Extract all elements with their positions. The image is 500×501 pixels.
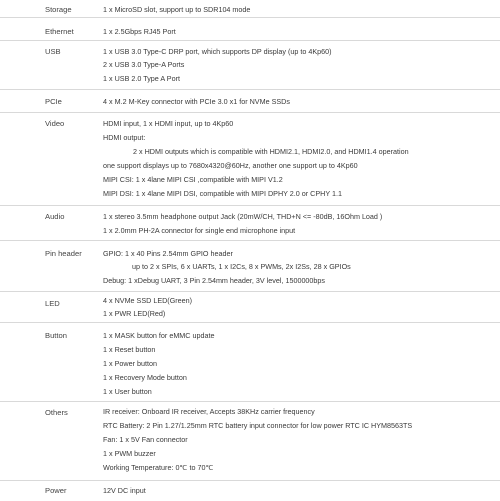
spec-row-storage <box>0 0 500 17</box>
spec-line: 2 x HDMI outputs which is compatible with HDMI2.1, HDMI2.0, and HDMI1.4 operation <box>133 147 409 156</box>
spec-line: 1 x MASK button for eMMC update <box>103 331 215 340</box>
spec-label: Video <box>45 119 65 128</box>
spec-row-led <box>0 291 500 322</box>
spec-line: 1 x 2.0mm PH-2A connector for single end microphone input <box>103 226 296 235</box>
spec-line: 1 x MicroSD slot, support up to SDR104 mode <box>103 5 251 14</box>
spec-label: Button <box>45 331 67 340</box>
spec-line: MIPI CSI: 1 x 4lane MIPI CSI ,compatible with MIPI V1.2 <box>103 175 283 184</box>
spec-line: 1 x User button <box>103 387 152 396</box>
spec-line: IR receiver: Onboard IR receiver, Accepts 38KHz carrier frequency <box>103 407 315 416</box>
spec-label: Storage <box>45 5 72 14</box>
spec-line: 1 x PWR LED(Red) <box>103 309 166 318</box>
spec-line: 1 x Reset button <box>103 345 156 354</box>
spec-line: 4 x NVMe SSD LED(Green) <box>103 296 193 305</box>
spec-label: Audio <box>45 212 65 221</box>
spec-line: up to 2 x SPIs, 6 x UARTs, 1 x I2Cs, 8 x PWMs, 2x I2Ss, 28 x GPIOs <box>132 262 351 271</box>
spec-line: MIPI DSI: 1 x 4lane MIPI DSI, compatible with MIPI DPHY 2.0 or CPHY 1.1 <box>103 189 343 198</box>
spec-row-others <box>0 401 500 480</box>
spec-row-video <box>0 112 500 205</box>
spec-line: RTC Battery: 2 Pin 1.27/1.25mm RTC battery input connector for low power RTC IC HYM8563TS <box>103 421 413 430</box>
spec-line: 4 x M.2 M-Key connector with PCIe 3.0 x1 for NVMe SSDs <box>103 97 290 106</box>
spec-label: Power <box>45 486 67 495</box>
spec-line: Debug: 1 xDebug UART, 3 Pin 2.54mm header, 3V level, 1500000bps <box>103 276 326 285</box>
spec-label: PCIe <box>45 97 62 106</box>
spec-row-pin-header <box>0 240 500 291</box>
spec-line: one support displays up to 7680x4320@60Hz, another one support up to 4Kp60 <box>103 161 358 170</box>
spec-line: 1 x stereo 3.5mm headphone output Jack (20mW/CH, THD+N <= -80dB, 16Ohm Load ) <box>103 212 383 221</box>
spec-row-usb <box>0 40 500 89</box>
spec-line: HDMI input, 1 x HDMI input, up to 4Kp60 <box>103 119 234 128</box>
spec-row-power <box>0 480 500 501</box>
spec-label: Pin header <box>45 249 82 258</box>
spec-row-button <box>0 322 500 401</box>
spec-row-audio <box>0 205 500 240</box>
spec-label: Ethernet <box>45 27 74 36</box>
spec-line: HDMI output: <box>103 133 146 142</box>
spec-row-ethernet <box>0 17 500 40</box>
spec-line: GPIO: 1 x 40 Pins 2.54mm GPIO header <box>103 249 233 258</box>
spec-line: 1 x Recovery Mode button <box>103 373 187 382</box>
spec-line: Fan: 1 x 5V Fan connector <box>103 435 188 444</box>
spec-line: 1 x USB 3.0 Type-C DRP port, which supports DP display (up to 4Kp60) <box>103 47 332 56</box>
spec-line: 1 x Power button <box>103 359 157 368</box>
spec-label: LED <box>45 299 60 308</box>
spec-line: 2 x USB 3.0 Type-A Ports <box>103 60 185 69</box>
spec-line: Working Temperature: 0℃ to 70℃ <box>103 463 214 472</box>
spec-row-pcie <box>0 89 500 112</box>
spec-line: 1 x USB 2.0 Type A Port <box>103 74 180 83</box>
spec-line: 12V DC input <box>103 486 146 495</box>
spec-label: Others <box>45 408 68 417</box>
spec-line: 1 x 2.5Gbps RJ45 Port <box>103 27 176 36</box>
spec-label: USB <box>45 47 61 56</box>
spec-line: 1 x PWM buzzer <box>103 449 156 458</box>
